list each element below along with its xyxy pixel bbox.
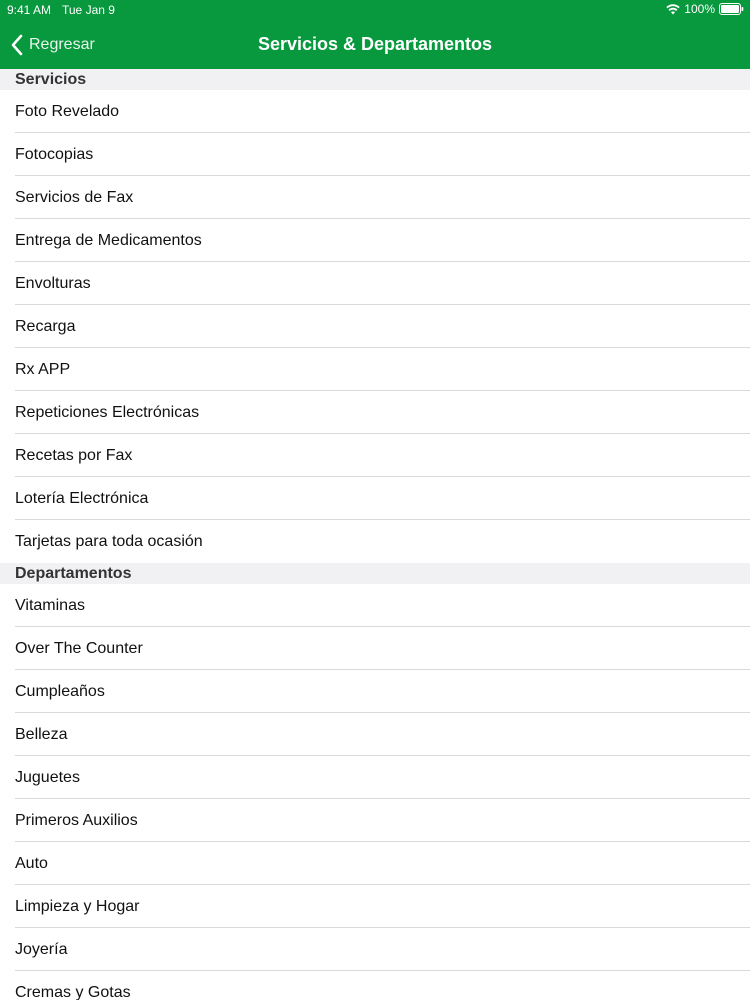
list-item[interactable]: Fotocopias [0, 133, 750, 176]
list-item[interactable]: Cremas y Gotas [0, 971, 750, 1000]
status-date: Tue Jan 9 [62, 3, 115, 17]
list-item[interactable]: Servicios de Fax [0, 176, 750, 219]
list-item[interactable]: Juguetes [0, 756, 750, 799]
list-item[interactable]: Joyería [0, 928, 750, 971]
section-header-departamentos: Departamentos [0, 563, 750, 584]
list-item[interactable]: Belleza [0, 713, 750, 756]
list-item[interactable]: Recarga [0, 305, 750, 348]
list-item[interactable]: Vitaminas [0, 584, 750, 627]
list-item[interactable]: Over The Counter [0, 627, 750, 670]
section-header-servicios: Servicios [0, 69, 750, 90]
wifi-icon [666, 4, 680, 15]
list-item[interactable]: Rx APP [0, 348, 750, 391]
back-label: Regresar [29, 36, 95, 53]
services-departments-list [0, 69, 750, 1000]
page-title: Servicios & Departamentos [257, 34, 493, 54]
list-item[interactable]: Entrega de Medicamentos [0, 219, 750, 262]
battery-icon [719, 3, 744, 15]
list-item[interactable]: Lotería Electrónica [0, 477, 750, 520]
list-item[interactable]: Recetas por Fax [0, 434, 750, 477]
section-departamentos [0, 584, 750, 1000]
list-item[interactable]: Tarjetas para toda ocasión [0, 520, 750, 563]
status-bar [0, 0, 750, 20]
list-item[interactable]: Repeticiones Electrónicas [0, 391, 750, 434]
section-servicios [0, 90, 750, 563]
navigation-header [0, 0, 750, 69]
battery-percent: 100% [684, 2, 715, 16]
list-item[interactable]: Limpieza y Hogar [0, 885, 750, 928]
list-item[interactable]: Cumpleaños [0, 670, 750, 713]
list-item[interactable]: Auto [0, 842, 750, 885]
list-item[interactable]: Foto Revelado [0, 90, 750, 133]
nav-bar [0, 22, 750, 69]
status-time: 9:41 AM [7, 3, 52, 17]
status-indicators [666, 2, 744, 16]
list-item[interactable]: Envolturas [0, 262, 750, 305]
list-item[interactable]: Primeros Auxilios [0, 799, 750, 842]
